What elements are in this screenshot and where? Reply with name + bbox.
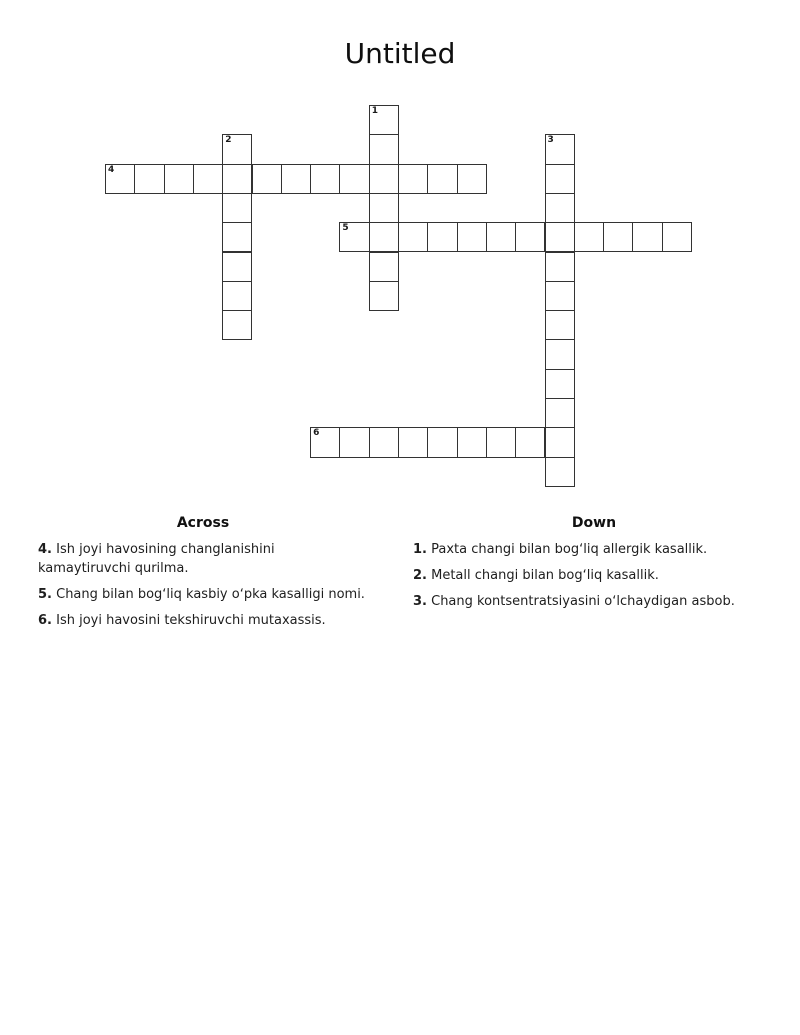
grid-cell[interactable] [252,164,282,194]
grid-cell[interactable] [545,252,575,282]
grid-cell[interactable] [369,105,399,135]
grid-cell[interactable] [310,164,340,194]
grid-cell[interactable] [545,427,575,457]
grid-cell[interactable] [222,193,252,223]
clue-item [38,541,368,579]
grid-cell[interactable] [457,222,487,252]
grid-cell[interactable] [339,222,369,252]
across-heading: Across [176,515,230,531]
clue-item [38,586,368,605]
grid-cell[interactable] [222,164,252,194]
clue-item [413,541,775,560]
grid-cell[interactable] [457,164,487,194]
grid-cell[interactable] [574,222,604,252]
clue-item [38,612,368,631]
cell-number: 1 [371,106,378,116]
across-clue-list [38,541,368,630]
grid-cell[interactable] [545,310,575,340]
cell-number: 5 [342,223,349,234]
grid-cell[interactable] [398,164,428,194]
grid-cell[interactable] [398,222,428,252]
grid-cell[interactable] [222,134,252,164]
grid-cell[interactable] [427,164,457,194]
puzzle-title: Untitled [344,37,456,70]
grid-cell[interactable] [310,427,340,457]
cell-number: 2 [225,135,232,146]
grid-cell[interactable] [222,252,252,282]
grid-cell[interactable] [662,222,692,252]
grid-cell[interactable] [222,281,252,311]
clue-item [413,593,775,612]
grid-cell[interactable] [545,193,575,223]
down-clues [413,515,775,637]
grid-cell[interactable] [281,164,311,194]
grid-cell[interactable] [545,164,575,194]
cell-number: 4 [108,164,115,175]
clue-item [413,567,775,586]
grid-cell[interactable] [369,134,399,164]
cell-number: 6 [313,428,320,439]
clue-text: Paxta changi bilan bogʻliq allergik kasallik. [426,542,708,557]
grid-cell[interactable] [222,222,252,252]
grid-cell[interactable] [339,427,369,457]
grid-cell[interactable] [515,222,545,252]
grid-cell[interactable] [369,164,399,194]
grid-cell[interactable] [339,164,369,194]
grid-cell[interactable] [134,164,164,194]
grid-cell[interactable] [105,164,135,194]
clues-section [0,515,800,637]
clue-text: Ish joyi havosini tekshiruvchi mutaxassis. [51,612,326,628]
grid-cell[interactable] [222,310,252,340]
crossword-grid [0,0,800,500]
clue-text: Ish joyi havosining changlanishini kamaytiruvchi qurilma. [38,542,275,576]
clue-text: Chang kontsentratsiyasini oʻlchaydigan asbob. [426,593,735,609]
grid-cell[interactable] [545,222,575,252]
clue-number: 6. [38,612,52,628]
grid-cell[interactable] [369,427,399,457]
grid-cell[interactable] [545,339,575,369]
grid-cell[interactable] [545,281,575,311]
grid-cell[interactable] [486,222,516,252]
grid-cell[interactable] [164,164,194,194]
grid-cell[interactable] [398,427,428,457]
grid-cell[interactable] [427,222,457,252]
clue-text: Chang bilan bogʻliq kasbiy oʻpka kasalligi nomi. [51,586,365,602]
across-clues [38,515,368,637]
clue-text: Metall changi bilan bogʻliq kasallik. [426,567,659,583]
clue-number: 4. [38,542,52,557]
grid-cell[interactable] [545,398,575,428]
grid-cell[interactable] [545,369,575,399]
clue-number: 3. [413,593,427,609]
grid-cell[interactable] [632,222,662,252]
grid-cell[interactable] [369,222,399,252]
grid-cell[interactable] [427,427,457,457]
grid-cell[interactable] [603,222,633,252]
grid-cell[interactable] [545,457,575,487]
grid-cell[interactable] [369,281,399,311]
grid-cell[interactable] [545,134,575,164]
down-clue-list [413,541,775,612]
grid-cell[interactable] [486,427,516,457]
clue-number: 1. [413,542,427,557]
clue-number: 2. [413,567,427,583]
grid-cell[interactable] [369,193,399,223]
cell-number: 3 [547,135,554,146]
grid-cell[interactable] [515,427,545,457]
grid-cell[interactable] [193,164,223,194]
clue-number: 5. [38,586,52,602]
grid-cell[interactable] [369,252,399,282]
down-heading: Down [571,515,617,531]
grid-cell[interactable] [457,427,487,457]
